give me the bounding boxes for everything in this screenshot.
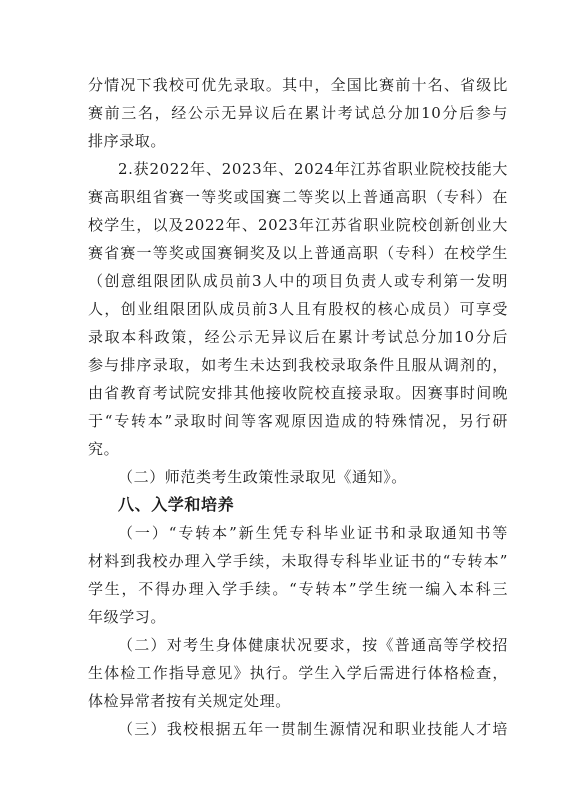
text-line: 赛前三名，经公示无异议后在累计考试总分加10分后参与 bbox=[88, 104, 508, 122]
text-line: 生体检工作指导意见》执行。学生入学后需进行体格检查， bbox=[88, 664, 508, 682]
text-line: 录取本科政策，经公示无异议后在累计考试总分加10分后 bbox=[88, 328, 508, 346]
text-line: 参与排序录取，如考生未达到我校录取条件且服从调剂的， bbox=[88, 356, 508, 374]
text-line: 由省教育考试院安排其他接收院校直接录取。因赛事时间晚 bbox=[88, 384, 508, 402]
text-line: （三）我校根据五年一贯制生源情况和职业技能人才培 bbox=[118, 720, 508, 738]
text-line: （二）对考生身体健康状况要求，按《普通高等学校招 bbox=[118, 636, 508, 654]
text-line: 赛省赛一等奖或国赛铜奖及以上普通高职（专科）在校学生 bbox=[88, 244, 508, 262]
text-line: 2.获2022年、2023年、2024年江苏省职业院校技能大 bbox=[118, 160, 508, 178]
text-line: 材料到我校办理入学手续，未取得专科毕业证书的“专转本” bbox=[88, 552, 508, 570]
text-line: （创意组限团队成员前3人中的项目负责人或专利第一发明 bbox=[88, 272, 508, 290]
text-line: 学生，不得办理入学手续。“专转本”学生统一编入本科三 bbox=[88, 580, 508, 598]
text-line: 人，创业组限团队成员前3人且有股权的核心成员）可享受 bbox=[88, 300, 508, 318]
text-line: 年级学习。 bbox=[88, 608, 167, 626]
section-heading: 八、入学和培养 bbox=[118, 495, 235, 514]
text-line: 赛高职组省赛一等奖或国赛二等奖以上普通高职（专科）在 bbox=[88, 188, 508, 206]
text-line: 于“专转本”录取时间等客观原因造成的特殊情况，另行研 bbox=[88, 412, 508, 430]
text-line: 分情况下我校可优先录取。其中，全国比赛前十名、省级比 bbox=[88, 76, 508, 94]
text-line: 校学生，以及2022年、2023年江苏省职业院校创新创业大 bbox=[88, 216, 508, 234]
text-line: 体检异常者按有关规定处理。 bbox=[88, 692, 291, 710]
text-line: （一）“专转本”新生凭专科毕业证书和录取通知书等 bbox=[118, 524, 508, 542]
text-line: （二）师范类考生政策性录取见《通知》。 bbox=[118, 468, 407, 486]
text-line: 排序录取。 bbox=[88, 132, 167, 150]
text-line: 究。 bbox=[88, 440, 120, 458]
